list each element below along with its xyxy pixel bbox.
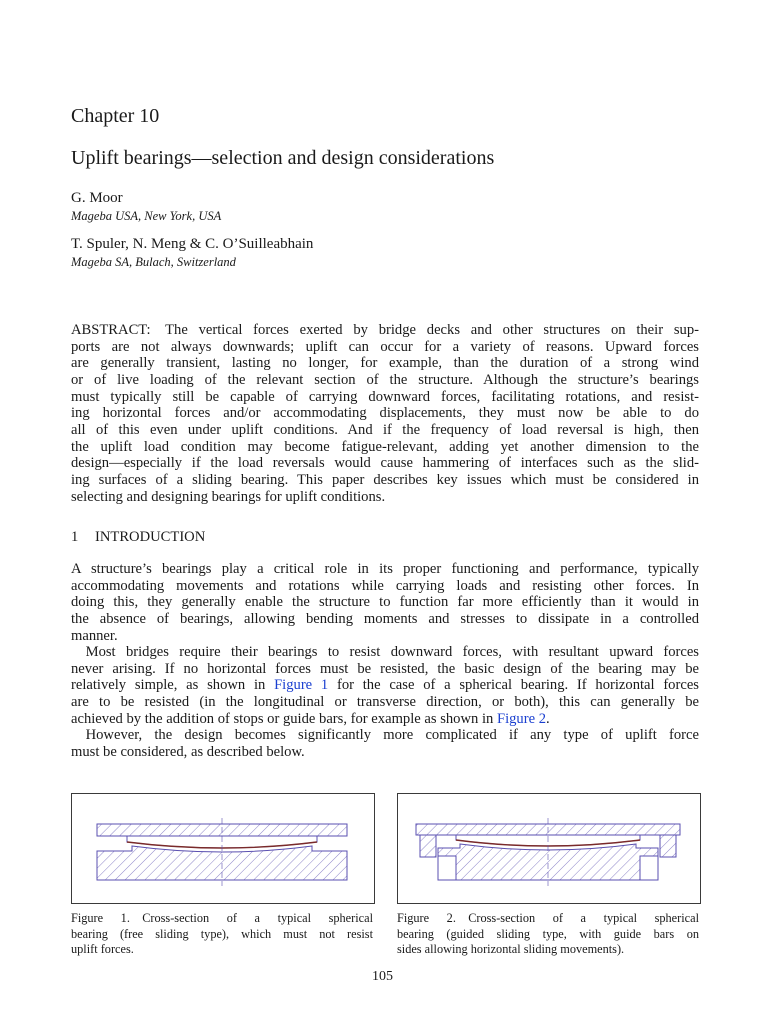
caption-line: sides allowing horizontal sliding movements). bbox=[397, 942, 625, 957]
abstract-line: ing surfaces of a sliding bearing. This paper describes key issues which must be considered in bbox=[71, 471, 699, 488]
body-line: A structure’s bearings play a critical role in its proper functioning and performance, typically bbox=[71, 561, 699, 577]
section-number: 1 bbox=[71, 529, 79, 545]
figure-2-link[interactable]: Figure 2 bbox=[496, 710, 547, 727]
abstract-line: ABSTRACT: The vertical forces exerted by bridge decks and other structures on their sup- bbox=[71, 322, 699, 338]
figure-2-drawing bbox=[398, 794, 700, 903]
body-line: are to be resisted (in the longitudinal or transverse direction, or both), this can generally be bbox=[71, 693, 699, 710]
section-heading bbox=[71, 529, 205, 546]
abstract-line: the uplift load condition may become fatigue-relevant, adding yet another dimension to the bbox=[71, 438, 699, 455]
abstract-line: must typically still be capable of carrying downward forces, facilitating rotations, and resist- bbox=[71, 388, 699, 405]
section-title: INTRODUCTION bbox=[95, 529, 206, 545]
caption-line: Figure 2. Cross-section of a typical spherical bbox=[397, 911, 699, 925]
caption-line: bearing (guided sliding type, with guide bars on bbox=[397, 926, 699, 941]
body-line bbox=[71, 677, 699, 694]
affiliation-line-2: Mageba SA, Bulach, Switzerland bbox=[71, 255, 236, 269]
abstract-line: design—especially if the load reversals would cause hammering of interfaces such as the slid- bbox=[71, 455, 699, 472]
caption-line: Figure 1. Cross-section of a typical spherical bbox=[71, 911, 373, 925]
author-line-1: G. Moor bbox=[71, 190, 123, 206]
abstract-line: ports are not always downwards; uplift can occur for a variety of reasons. Upward forces bbox=[71, 338, 699, 355]
chapter-label: Chapter 10 bbox=[71, 105, 160, 127]
abstract-line: all of this even under uplift conditions. And if the frequency of load reversal is high, then bbox=[71, 421, 699, 438]
abstract-line: selecting and designing bearings for uplift conditions. bbox=[71, 488, 386, 505]
abstract-line: ing horizontal forces and/or accommodating displacements, they must now be able to do bbox=[71, 405, 699, 422]
affiliation-line-1: Mageba USA, New York, USA bbox=[71, 209, 222, 223]
paper-title: Uplift bearings—selection and design considerations bbox=[71, 147, 495, 169]
paragraph-3 bbox=[71, 727, 699, 760]
body-line: the absence of bearings, allowing bending moments and stresses to dissipate in a controlled bbox=[71, 610, 699, 627]
abstract bbox=[71, 322, 699, 505]
caption-line: bearing (free sliding type), which must not resist bbox=[71, 926, 373, 941]
abstract-line: or of live loading of the relevant section of the structure. Although the structure’s bearings bbox=[71, 371, 699, 388]
figure-1-link[interactable]: Figure 1 bbox=[274, 677, 329, 694]
body-text: for the case of a spherical bearing. If horizontal forces bbox=[328, 677, 699, 694]
body-line: However, the design becomes significantly more complicated if any type of uplift force bbox=[71, 727, 699, 743]
page-number: 105 bbox=[372, 969, 393, 984]
author-line-2: T. Spuler, N. Meng & C. O’Suilleabhain bbox=[71, 236, 314, 252]
body-line: Most bridges require their bearings to resist downward forces, with resultant upward forces bbox=[71, 644, 699, 660]
body-line: accommodating movements and rotations while carrying loads and resisting other forces. In bbox=[71, 577, 699, 594]
body-text: relatively simple, as shown in bbox=[71, 677, 275, 694]
figure-1-drawing bbox=[72, 794, 374, 903]
body-text: achieved by the addition of stops or guide bars, for example as shown in bbox=[71, 710, 497, 727]
figure-1-caption bbox=[71, 911, 373, 958]
figure-2-caption bbox=[397, 911, 699, 958]
body-line bbox=[71, 711, 699, 728]
body-line: doing this, they generally enable the structure to function far more efficiently than it would in bbox=[71, 594, 699, 611]
paragraph-2 bbox=[71, 644, 699, 727]
body-text: . bbox=[546, 710, 550, 727]
body-line: must be considered, as described below. bbox=[71, 743, 305, 760]
figure-1 bbox=[71, 793, 375, 904]
abstract-line: are generally transient, lasting no longer, for example, than the duration of a strong wind bbox=[71, 355, 699, 372]
body-line: manner. bbox=[71, 627, 118, 644]
paragraph-1 bbox=[71, 561, 699, 644]
figure-2 bbox=[397, 793, 701, 904]
body-line: never arising. If no horizontal forces must be resisted, the basic design of the bearing may be bbox=[71, 660, 699, 677]
caption-line: uplift forces. bbox=[71, 942, 134, 957]
